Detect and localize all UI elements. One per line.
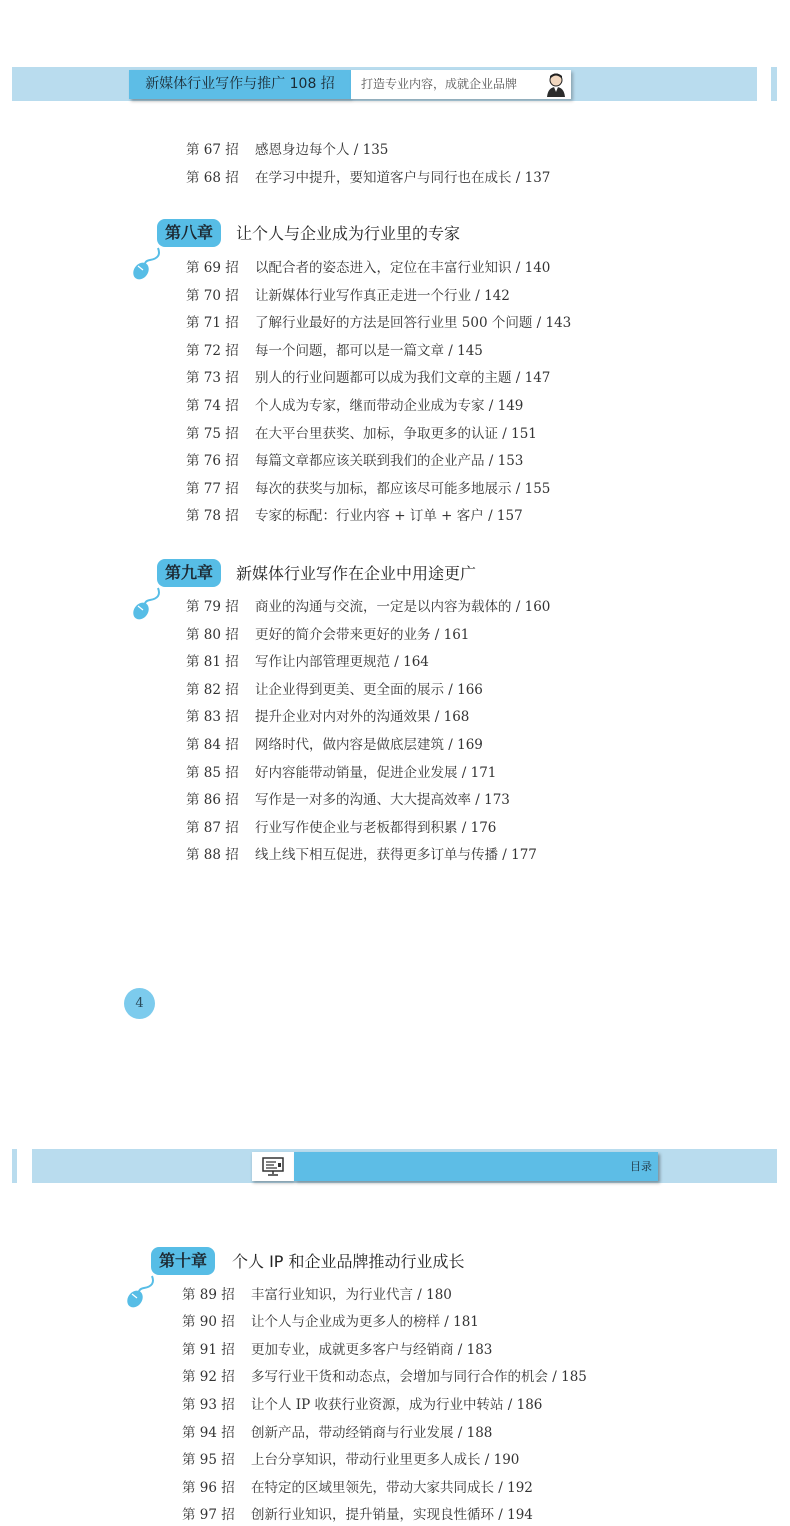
item-text: 更好的简介会带来更好的业务 / 161	[255, 627, 470, 643]
list-item	[186, 340, 483, 362]
item-number: 第 89 招	[182, 1287, 235, 1303]
list-item	[182, 1366, 587, 1388]
chapter-tag-8: 第八章	[157, 219, 221, 247]
mouse-icon	[128, 586, 162, 620]
list-item	[182, 1339, 492, 1361]
item-number: 第 68 招	[186, 170, 239, 186]
item-text: 别人的行业问题都可以成为我们文章的主题 / 147	[255, 370, 551, 386]
toc-label: 目录	[630, 1160, 652, 1173]
item-text: 在学习中提升，要知道客户与同行也在成长 / 137	[255, 170, 551, 186]
list-item	[186, 596, 550, 618]
item-number: 第 72 招	[186, 343, 239, 359]
list-item	[186, 844, 537, 866]
list-item	[182, 1504, 533, 1526]
list-item	[186, 167, 550, 189]
list-item	[186, 478, 550, 500]
item-text: 线上线下相互促进，获得更多订单与传播 / 177	[255, 847, 537, 863]
item-text: 创新行业知识，提升销量，实现良性循环 / 194	[251, 1507, 533, 1523]
chapter-tag-10: 第十章	[151, 1247, 215, 1275]
item-number: 第 71 招	[186, 315, 239, 331]
list-item	[186, 706, 469, 728]
list-item	[186, 651, 429, 673]
toc-bar	[294, 1152, 658, 1181]
item-text: 每次的获奖与加标，都应该尽可能多地展示 / 155	[255, 481, 551, 497]
person-icon	[545, 72, 567, 97]
item-number: 第 74 招	[186, 398, 239, 414]
item-number: 第 80 招	[186, 627, 239, 643]
item-text: 行业写作使企业与老板都得到积累 / 176	[255, 820, 497, 836]
book-title: 新媒体行业写作与推广 108 招	[129, 70, 351, 99]
item-text: 上台分享知识，带动行业里更多人成长 / 190	[251, 1452, 520, 1468]
item-text: 让个人 IP 收获行业资源，成为行业中转站 / 186	[251, 1397, 543, 1413]
item-text: 让企业得到更美、更全面的展示 / 166	[255, 682, 483, 698]
item-number: 第 92 招	[182, 1369, 235, 1385]
item-number: 第 94 招	[182, 1425, 235, 1441]
item-text: 好内容能带动销量，促进企业发展 / 171	[255, 765, 497, 781]
item-number: 第 84 招	[186, 737, 239, 753]
item-number: 第 90 招	[182, 1314, 235, 1330]
item-text: 个人成为专家，继而带动企业成为专家 / 149	[255, 398, 524, 414]
item-text: 创新产品，带动经销商与行业发展 / 188	[251, 1425, 493, 1441]
item-number: 第 88 招	[186, 847, 239, 863]
item-text: 让新媒体行业写作真正走进一个行业 / 142	[255, 288, 510, 304]
item-number: 第 86 招	[186, 792, 239, 808]
list-item	[186, 505, 523, 527]
item-number: 第 70 招	[186, 288, 239, 304]
item-number: 第 93 招	[182, 1397, 235, 1413]
item-text: 商业的沟通与交流，一定是以内容为载体的 / 160	[255, 599, 551, 615]
list-item	[186, 139, 388, 161]
item-text: 在大平台里获奖、加标，争取更多的认证 / 151	[255, 426, 537, 442]
mouse-icon	[122, 1274, 156, 1308]
chapter-tag-9: 第九章	[157, 559, 221, 587]
list-item	[186, 257, 550, 279]
page-number: 4	[124, 988, 155, 1019]
item-number: 第 79 招	[186, 599, 239, 615]
item-text: 感恩身边每个人 / 135	[255, 142, 389, 158]
monitor-icon-box	[252, 1152, 294, 1181]
list-item	[186, 285, 510, 307]
mouse-icon	[128, 246, 162, 280]
item-text: 丰富行业知识，为行业代言 / 180	[251, 1287, 452, 1303]
list-item	[186, 624, 469, 646]
item-text: 更加专业，成就更多客户与经销商 / 183	[251, 1342, 493, 1358]
item-number: 第 82 招	[186, 682, 239, 698]
item-text: 每篇文章都应该关联到我们的企业产品 / 153	[255, 453, 524, 469]
item-number: 第 75 招	[186, 426, 239, 442]
item-text: 在特定的区域里领先，带动大家共同成长 / 192	[251, 1480, 533, 1496]
item-number: 第 73 招	[186, 370, 239, 386]
list-item	[186, 762, 496, 784]
chapter-title-10: 个人 IP 和企业品牌推动行业成长	[232, 1252, 465, 1271]
list-item	[186, 450, 523, 472]
slogan-text: 打造专业内容，成就企业品牌	[361, 77, 518, 91]
list-item	[182, 1394, 542, 1416]
item-text: 了解行业最好的方法是回答行业里 500 个问题 / 143	[255, 315, 572, 331]
item-text: 写作让内部管理更规范 / 164	[255, 654, 429, 670]
item-text: 专家的标配：行业内容 + 订单 + 客户 / 157	[255, 508, 523, 524]
list-item	[182, 1422, 492, 1444]
item-text: 多写行业干货和动态点，会增加与同行合作的机会 / 185	[251, 1369, 587, 1385]
item-text: 让个人与企业成为更多人的榜样 / 181	[251, 1314, 479, 1330]
item-number: 第 96 招	[182, 1480, 235, 1496]
item-number: 第 91 招	[182, 1342, 235, 1358]
list-item	[186, 312, 571, 334]
item-number: 第 78 招	[186, 508, 239, 524]
list-item	[182, 1477, 533, 1499]
list-item	[186, 679, 483, 701]
slogan-box	[351, 70, 571, 99]
list-item	[182, 1311, 479, 1333]
list-item	[186, 423, 537, 445]
item-number: 第 95 招	[182, 1452, 235, 1468]
item-number: 第 67 招	[186, 142, 239, 158]
item-number: 第 87 招	[186, 820, 239, 836]
list-item	[186, 395, 523, 417]
list-item	[182, 1449, 519, 1471]
header-band-edge	[12, 1149, 17, 1183]
chapter-title-8: 让个人与企业成为行业里的专家	[236, 224, 461, 243]
item-text: 网络时代，做内容是做底层建筑 / 169	[255, 737, 483, 753]
list-item	[186, 789, 510, 811]
item-number: 第 77 招	[186, 481, 239, 497]
list-item	[186, 367, 550, 389]
list-item	[182, 1284, 452, 1306]
item-number: 第 81 招	[186, 654, 239, 670]
item-number: 第 83 招	[186, 709, 239, 725]
list-item	[186, 817, 496, 839]
list-item	[186, 734, 483, 756]
item-text: 提升企业对内对外的沟通效果 / 168	[255, 709, 470, 725]
monitor-icon	[262, 1157, 284, 1176]
item-text: 写作是一对多的沟通、大大提高效率 / 173	[255, 792, 510, 808]
item-number: 第 97 招	[182, 1507, 235, 1523]
item-number: 第 85 招	[186, 765, 239, 781]
item-text: 每一个问题，都可以是一篇文章 / 145	[255, 343, 483, 359]
header-band-edge	[771, 67, 777, 101]
item-number: 第 69 招	[186, 260, 239, 276]
item-number: 第 76 招	[186, 453, 239, 469]
item-text: 以配合者的姿态进入，定位在丰富行业知识 / 140	[255, 260, 551, 276]
chapter-title-9: 新媒体行业写作在企业中用途更广	[236, 564, 477, 583]
